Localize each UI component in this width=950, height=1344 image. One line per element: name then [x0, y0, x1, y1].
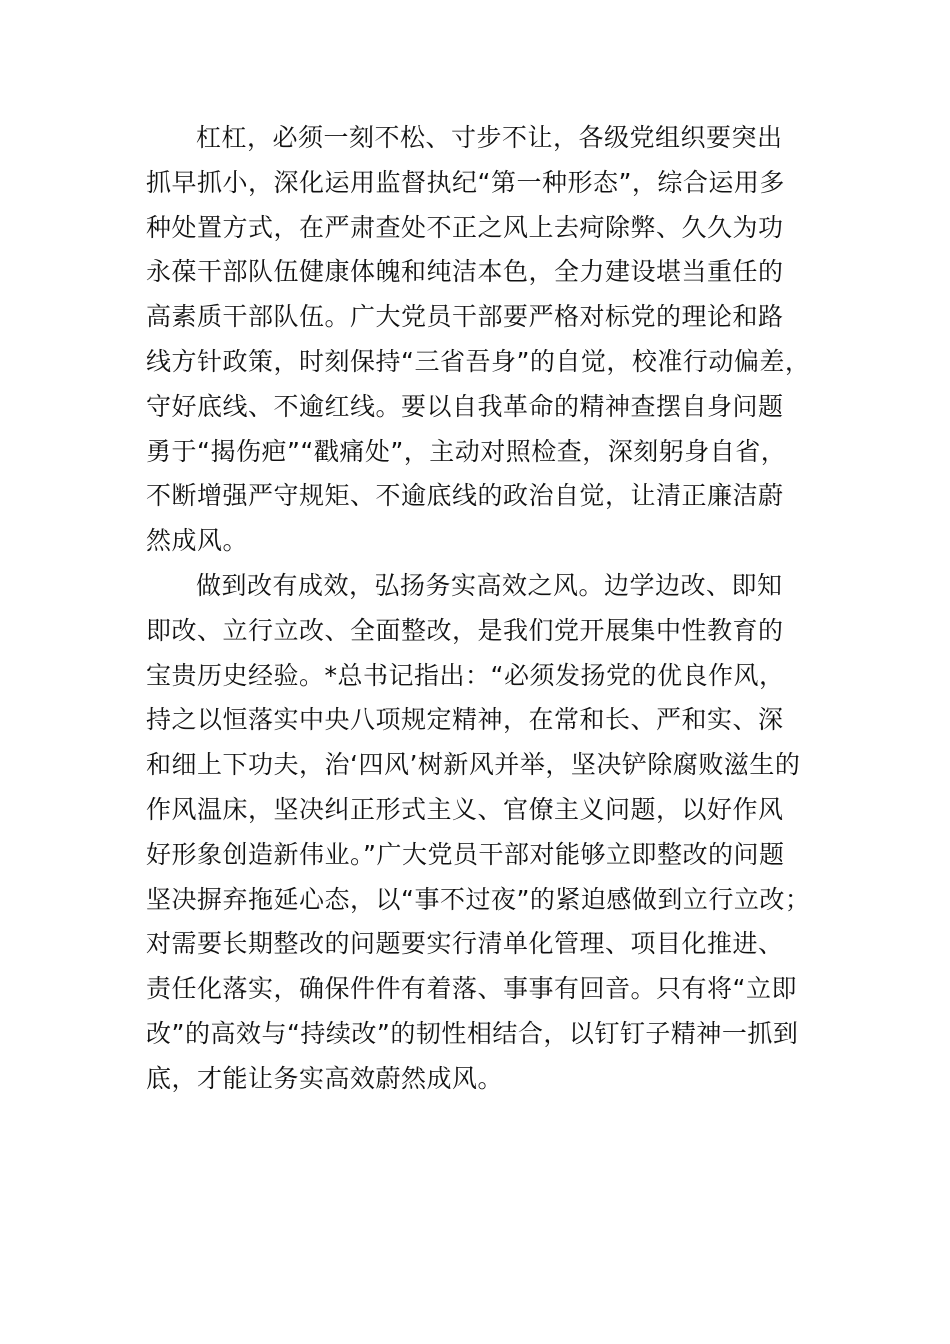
paragraph-1-line: 高素质干部队伍。广大党员干部要严格对标党的理论和路: [146, 302, 784, 332]
paragraph-1-line: 种处置方式，在严肃查处不正之风上去疴除弊、久久为功: [146, 212, 784, 242]
paragraph-2-line: 好形象创造新伟业。”广大党员干部对能够立即整改的问题: [146, 839, 785, 869]
paragraph-1-line: 不断增强严守规矩、不逾底线的政治自觉，让清正廉洁蔚: [146, 481, 784, 511]
paragraph-1-line: 抓早抓小，深化运用监督执纪“第一种形态”，综合运用多: [146, 167, 785, 197]
paragraph-2-line: 坚决摒弃拖延心态，以“事不过夜”的紧迫感做到立行立改；: [146, 884, 811, 914]
paragraph-2-line: 底，才能让务实高效蔚然成风。: [146, 1063, 504, 1093]
paragraph-2-line: 对需要长期整改的问题要实行清单化管理、项目化推进、: [146, 929, 784, 959]
paragraph-1-line: 永葆干部队伍健康体魄和纯洁本色，全力建设堪当重任的: [146, 257, 784, 287]
paragraph-2-line: 持之以恒落实中央八项规定精神，在常和长、严和实、深: [146, 705, 784, 735]
paragraph-2-line: 宝贵历史经验。*总书记指出：“必须发扬党的优良作风，: [146, 660, 785, 690]
paragraph-2-line: 和细上下功夫，治‘四风’树新风并举，坚决铲除腐败滋生的: [146, 750, 801, 780]
paragraph-1-line: 然成风。: [146, 526, 249, 556]
paragraph-2-line: 即改、立行立改、全面整改，是我们党开展集中性教育的: [146, 615, 784, 645]
document-body: [146, 116, 846, 1102]
paragraph-1-line: 杠杠，必须一刻不松、寸步不让，各级党组织要突出: [196, 123, 783, 152]
paragraph-1-line: 守好底线、不逾红线。要以自我革命的精神查摆自身问题: [146, 391, 784, 421]
paragraph-2-line: 作风温床，坚决纠正形式主义、官僚主义问题，以好作风: [146, 794, 784, 824]
paragraph-2-line: 做到改有成效，弘扬务实高效之风。边学边改、即知: [196, 570, 783, 600]
paragraph-1-line: 勇于“揭伤疤”“戳痛处”，主动对照检查，深刻躬身自省，: [146, 436, 787, 466]
paragraph-2-line: 改”的高效与“持续改”的韧性相结合，以钉钉子精神一抓到: [146, 1018, 799, 1048]
paragraph-1-line: 线方针政策，时刻保持“三省吾身”的自觉，校准行动偏差，: [146, 346, 811, 376]
paragraph-2-line: 责任化落实，确保件件有着落、事事有回音。只有将“立即: [146, 974, 797, 1004]
